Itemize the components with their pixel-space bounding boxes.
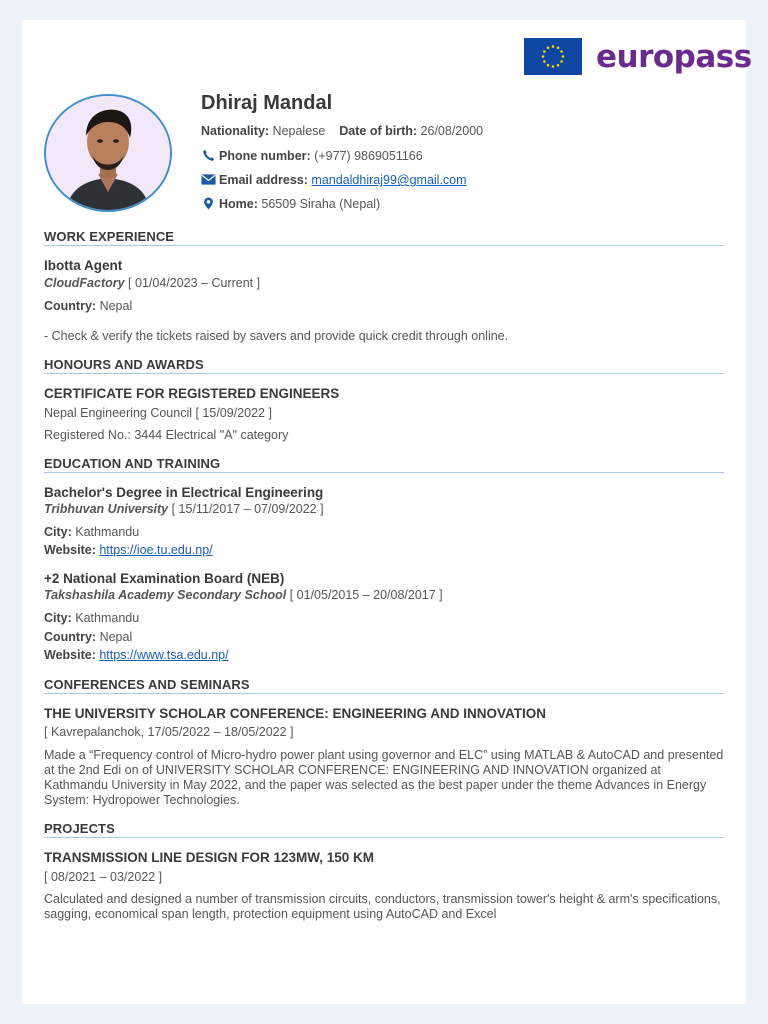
education-dates: [ 01/05/2015 – 20/08/2017 ]	[289, 588, 443, 602]
education-degree: Bachelor's Degree in Electrical Engineering	[44, 485, 324, 500]
education-country-label: Country:	[44, 630, 97, 644]
award-title: CERTIFICATE FOR REGISTERED ENGINEERS	[44, 386, 340, 401]
profile-photo	[44, 94, 172, 212]
section-title-work: WORK EXPERIENCE	[44, 229, 724, 246]
email-line	[201, 173, 467, 187]
phone-value: (+977) 9869051166	[314, 149, 423, 163]
award-detail: Registered No.: 3444 Electrical "A" category	[44, 428, 289, 442]
project-dates: [ 08/2021 – 03/2022 ]	[44, 870, 163, 884]
work-country-label: Country:	[44, 299, 97, 313]
work-description: - Check & verify the tickets raised by savers and provide quick credit through online.	[44, 329, 509, 343]
europass-logo	[524, 38, 752, 75]
section-title-projects: PROJECTS	[44, 821, 724, 838]
nationality-label: Nationality:	[201, 124, 270, 138]
envelope-icon	[201, 173, 216, 186]
education-institution-line	[44, 502, 324, 516]
email-link[interactable]: mandaldhiraj99@gmail.com	[311, 173, 467, 187]
education-dates: [ 15/11/2017 – 07/09/2022 ]	[171, 502, 324, 516]
phone-icon	[201, 149, 216, 162]
email-label: Email address:	[219, 173, 308, 187]
employer-line	[44, 276, 260, 290]
europass-logo-text: europass	[596, 38, 752, 75]
conference-title: THE UNIVERSITY SCHOLAR CONFERENCE: ENGINEERING AND INNOVATION	[44, 706, 547, 721]
education-city-label: City:	[44, 525, 72, 539]
section-title-education: EDUCATION AND TRAINING	[44, 456, 724, 473]
home-value: 56509 Siraha (Nepal)	[261, 197, 381, 211]
nationality-value: Nepalese	[272, 124, 326, 138]
education-country-value: Nepal	[99, 630, 133, 644]
phone-line	[201, 149, 423, 163]
personal-info-line-1	[201, 124, 483, 138]
award-issuer: Nepal Engineering Council [ 15/09/2022 ]	[44, 406, 272, 420]
education-website-label: Website:	[44, 543, 96, 557]
job-title: Ibotta Agent	[44, 258, 123, 273]
work-country-value: Nepal	[99, 299, 133, 313]
conference-place-dates: [ Kavrepalanchok, 17/05/2022 – 18/05/2022 ]	[44, 725, 294, 739]
section-title-conferences: CONFERENCES AND SEMINARS	[44, 677, 724, 694]
location-pin-icon	[201, 197, 216, 210]
education-degree: +2 National Examination Board (NEB)	[44, 571, 285, 586]
education-city-value: Kathmandu	[75, 611, 140, 625]
employment-dates: [ 01/04/2023 – Current ]	[128, 276, 261, 290]
employer-name: CloudFactory	[44, 276, 125, 290]
education-city-label: City:	[44, 611, 72, 625]
work-country-line	[44, 299, 132, 313]
section-title-honours: HONOURS AND AWARDS	[44, 357, 724, 374]
education-website-link[interactable]: https://ioe.tu.edu.np/	[99, 543, 213, 557]
dob-value: 26/08/2000	[420, 124, 484, 138]
education-country-line	[44, 630, 132, 644]
education-institution-line	[44, 588, 443, 602]
person-name: Dhiraj Mandal	[201, 92, 333, 114]
education-city-line	[44, 525, 139, 539]
home-label: Home:	[219, 197, 258, 211]
education-city-value: Kathmandu	[75, 525, 140, 539]
education-website-link[interactable]: https://www.tsa.edu.np/	[99, 648, 229, 662]
education-institution: Takshashila Academy Secondary School	[44, 588, 287, 602]
education-website-line	[44, 543, 213, 557]
home-line	[201, 197, 380, 211]
conference-description: Made a “Frequency control of Micro-hydro power plant using governor and ELC” using MATLAB & AutoCAD and presented at the 2nd Edi on of UNIVERSITY SCHOLAR CONFERENCE: ENGINEERING AND INNOVATION organized at Kathmandu University in May 2022, and the paper was selected as the best paper under the theme Advances in Energy System: Hydropower Technologies.	[44, 748, 724, 807]
education-institution: Tribhuvan University	[44, 502, 169, 516]
project-description: Calculated and designed a number of transmission circuits, conductors, transmission tower's height & arm's specifications, sagging, economical span length, protection equipment using AutoCAD and Excel	[44, 892, 721, 921]
education-city-line	[44, 611, 139, 625]
eu-flag-icon	[524, 38, 582, 75]
dob-label: Date of birth:	[339, 124, 418, 138]
education-website-label: Website:	[44, 648, 96, 662]
project-title: TRANSMISSION LINE DESIGN FOR 123MW, 150 KM	[44, 850, 375, 865]
phone-label: Phone number:	[219, 149, 311, 163]
education-website-line	[44, 648, 229, 662]
page-bottom-band	[0, 942, 768, 1024]
